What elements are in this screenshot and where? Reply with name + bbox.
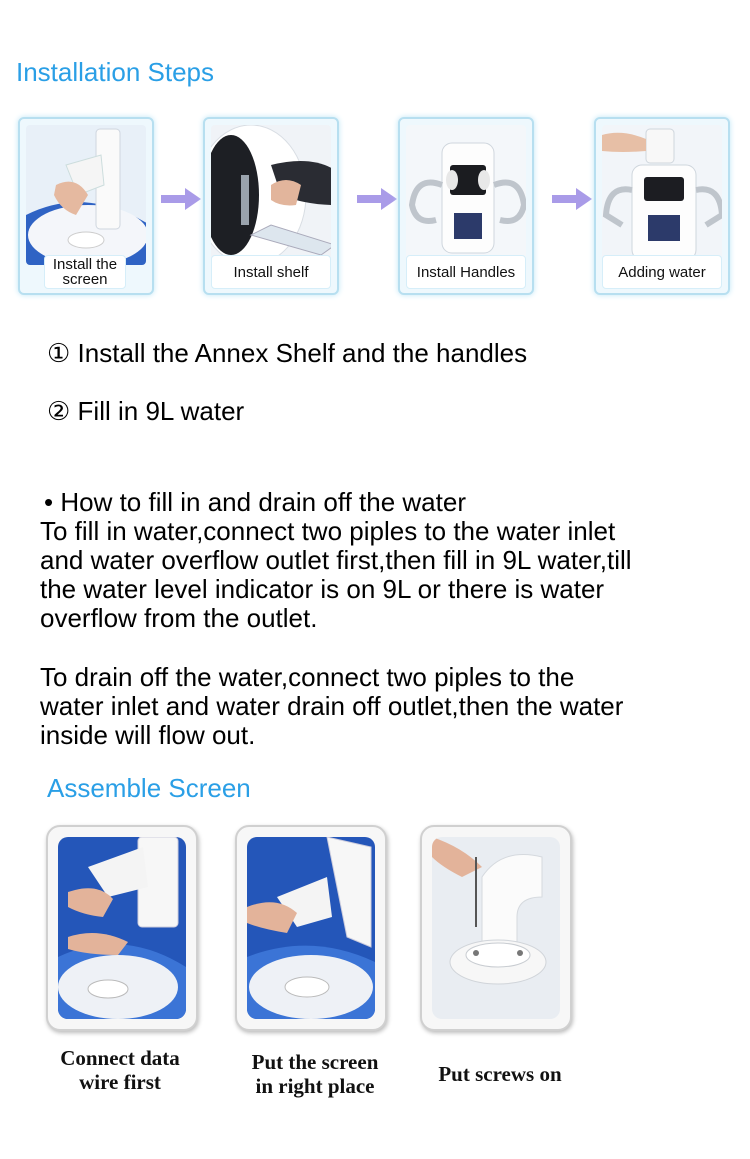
- installation-title: Installation Steps: [16, 57, 215, 87]
- step-install-shelf: [203, 117, 339, 295]
- water-heading-text: How to fill in and drain off the water: [60, 487, 466, 517]
- bullet-icon: •: [44, 487, 54, 517]
- numbered-step-1: [47, 338, 527, 369]
- text-line: and water overflow outlet first,then fill in 9L water,till: [40, 545, 632, 575]
- step-install-handles: [398, 117, 534, 295]
- text-line: inside will flow out.: [40, 720, 256, 750]
- install-screen-photo: [26, 125, 146, 265]
- step-install-screen: [18, 117, 154, 295]
- fill-paragraph: [40, 517, 730, 633]
- step-caption: Adding water: [602, 255, 722, 289]
- install-handles-photo: [406, 125, 526, 265]
- text-line: overflow from the outlet.: [40, 603, 318, 633]
- circled-number: ②: [47, 396, 71, 426]
- step-caption: Install Handles: [406, 255, 526, 289]
- text-line: To fill in water,connect two piples to the water inlet: [40, 516, 616, 546]
- arrow-right-icon: [357, 186, 397, 212]
- arrow-right-icon: [552, 186, 592, 212]
- numbered-step-2: [47, 396, 244, 427]
- water-heading: [44, 488, 734, 517]
- assemble-photo-3: [420, 825, 572, 1031]
- assemble-title: Assemble Screen: [47, 773, 251, 803]
- assemble-photo-1: [46, 825, 198, 1031]
- assemble-caption-3: [415, 1062, 585, 1086]
- text-line: water inlet and water drain off outlet,then the water: [40, 691, 624, 721]
- assemble-caption-2: [230, 1050, 400, 1098]
- caption-line: wire first: [79, 1070, 161, 1094]
- caption-line: Connect data: [60, 1046, 180, 1070]
- assemble-photo-2: [235, 825, 387, 1031]
- arrow-right-icon: [161, 186, 201, 212]
- assemble-caption-1: [40, 1046, 200, 1094]
- step-adding-water: [594, 117, 730, 295]
- caption-line: in right place: [255, 1074, 375, 1098]
- step-text: Fill in 9L water: [77, 396, 245, 426]
- caption-line: Put the screen: [251, 1050, 379, 1074]
- step-caption: Install the screen: [44, 255, 126, 289]
- step-caption: Install shelf: [211, 255, 331, 289]
- install-shelf-photo: [211, 125, 331, 265]
- text-line: the water level indicator is on 9L or there is water: [40, 574, 605, 604]
- step-text: Install the Annex Shelf and the handles: [77, 338, 528, 368]
- drain-paragraph: [40, 663, 730, 750]
- caption-line: Put screws on: [438, 1062, 562, 1086]
- text-line: To drain off the water,connect two piples to the: [40, 662, 575, 692]
- adding-water-photo: [602, 125, 722, 265]
- circled-number: ①: [47, 338, 71, 368]
